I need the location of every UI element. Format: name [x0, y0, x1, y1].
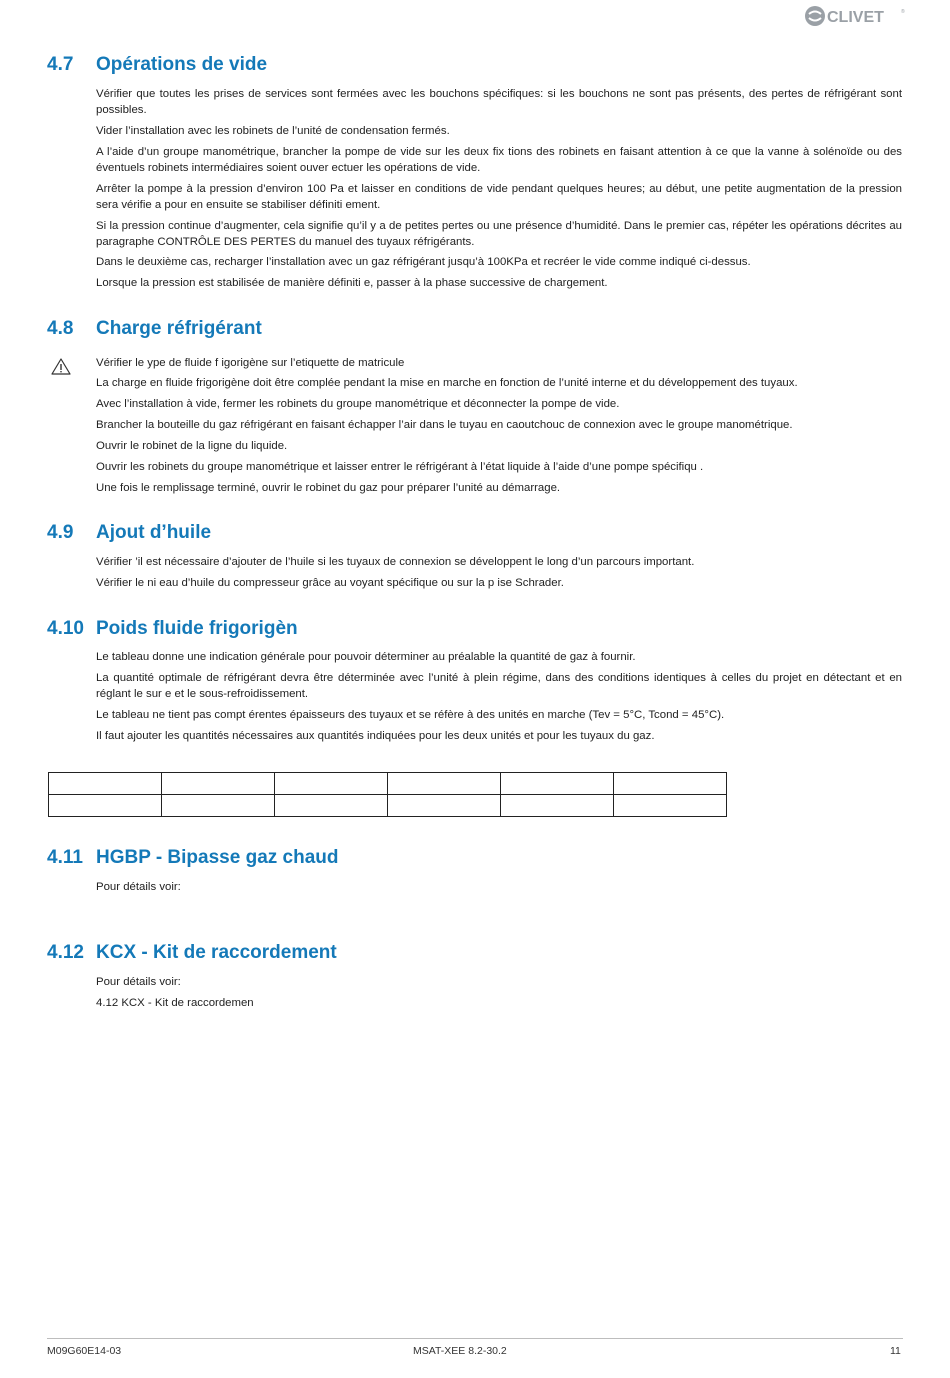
section-title: HGBP - Bipasse gaz chaud: [96, 847, 339, 868]
warning-triangle-icon: [51, 358, 71, 375]
table-cell: [162, 773, 275, 795]
table-cell: [614, 773, 727, 795]
footer-divider: [47, 1338, 903, 1339]
section-number: 4.10: [47, 618, 84, 639]
table-cell: [501, 773, 614, 795]
section-title: Ajout d’huile: [96, 522, 212, 543]
table-cell: [49, 773, 162, 795]
paragraph: Pour détails voir:: [96, 881, 181, 893]
section-number: 4.9: [47, 522, 74, 543]
section-number: 4.12: [47, 942, 84, 963]
paragraph: Le tableau donne une indication générale pour pouvoir déterminer au préalable la quantité de gaz à fournir.: [96, 651, 636, 663]
section-heading-4-8: [47, 318, 262, 340]
paragraph: Arrêter la pompe à la pression d’environ 100 Pa et laisser en conditions de vide pendant quelques heures; au début, une petite augmentation de la pression sera vérifie a pour en ensuite se stabiliser définiti ement.: [96, 183, 902, 211]
svg-text:®: ®: [901, 9, 905, 15]
table-cell: [614, 795, 727, 817]
paragraph: Vérifier le ype de fluide f igorigène sur l’etiquette de matricule: [96, 357, 405, 369]
paragraph: Le tableau ne tient pas compt érentes épaisseurs des tuyaux et se réfère à des unités en marche (Tev = 5°C, Tcond = 45°C).: [96, 709, 725, 721]
section-heading-4-12: [47, 942, 337, 964]
table-cell: [162, 795, 275, 817]
section-title: Poids fluide frigorigèn: [96, 618, 298, 639]
paragraph: Vérifier que toutes les prises de services sont fermées avec les bouchons spécifiques: si les bouchons ne sont pas présents, des pertes de réfrigérant sont possibles.: [96, 88, 902, 116]
footer-model: MSAT-XEE 8.2-30.2: [413, 1345, 507, 1357]
logo-text: CLIVET: [827, 9, 884, 26]
paragraph: La quantité optimale de réfrigérant devra être déterminée avec l’unité à plein régime, dans des conditions identiques à celles du projet en détectant et en réglant le sur e et le sous-refroidissement.: [96, 672, 902, 700]
section-heading-4-7: [47, 54, 267, 76]
paragraph: Il faut ajouter les quantités nécessaires aux quantités indiquées pour les deux unités et pour les tuyaux du gaz.: [96, 730, 655, 742]
paragraph: A l’aide d’un groupe manométrique, brancher la pompe de vide sur les deux fix tions des robinets en faisant attention à ce que la vanne à solénoïde ou des éventuels robinets intermédiaires soient ouver ectuer les opérations de vide.: [96, 146, 902, 174]
paragraph: La charge en fluide frigorigène doit être complée pendant la mise en marche en fonction de l’unité interne et du développement des tuyaux.: [96, 377, 798, 389]
table-cell: [275, 795, 388, 817]
section-number: 4.11: [47, 847, 83, 868]
paragraph: Vider l’installation avec les robinets de l’unité de condensation fermés.: [96, 125, 450, 137]
table-cell: [49, 795, 162, 817]
section-heading-4-10: [47, 618, 298, 640]
table-cell: [388, 795, 501, 817]
table-cell: [275, 773, 388, 795]
section-number: 4.8: [47, 318, 74, 339]
paragraph: Dans le deuxième cas, recharger l’installation avec un gaz réfrigérant jusqu’à 100KPa et recréer le vide comme indiqué ci-dessus.: [96, 256, 751, 268]
page-number: 11: [890, 1345, 901, 1357]
paragraph: Vérifier ’il est nécessaire d’ajouter de l’huile si les tuyaux de connexion se développent le long d’un parcours important.: [96, 556, 695, 568]
paragraph: Si la pression continue d’augmenter, cela signifie qu’il y a de petites pertes ou une présence d’humidité. Dans le premier cas, répéter les opérations décrites au paragraphe CONTRÔLE DES PERTES du manuel des tuyaux réfrigérants.: [96, 220, 902, 248]
section-title: Opérations de vide: [96, 54, 268, 75]
section-title: KCX - Kit de raccordement: [96, 942, 337, 963]
paragraph: Lorsque la pression est stabilisée de manière définiti e, passer à la phase successive de chargement.: [96, 277, 608, 289]
section-heading-4-9: [47, 522, 211, 544]
table-cell: [388, 773, 501, 795]
table-row: [49, 795, 727, 817]
section-heading-4-11: [47, 847, 339, 869]
cross-reference-link[interactable]: 4.12 KCX - Kit de raccordemen: [96, 997, 254, 1009]
paragraph: Pour détails voir:: [96, 976, 181, 988]
paragraph: Une fois le remplissage terminé, ouvrir le robinet du gaz pour préparer l’unité au démarrage.: [96, 482, 561, 494]
paragraph: Vérifier le ni eau d’huile du compresseur grâce au voyant spécifique ou sur la p ise Schrader.: [96, 577, 564, 589]
paragraph: Brancher la bouteille du gaz réfrigérant en faisant échapper l’air dans le tuyau en caoutchouc de connexion avec le groupe manométrique.: [96, 419, 793, 431]
clivet-logo: [804, 5, 906, 27]
refrigerant-table: [48, 772, 727, 817]
paragraph: Ouvrir les robinets du groupe manométrique et laisser entrer le réfrigérant à l’état liquide à l’aide d’une pompe spécifiqu .: [96, 461, 704, 473]
paragraph: Ouvrir le robinet de la ligne du liquide.: [96, 440, 288, 452]
table-cell: [501, 795, 614, 817]
footer-document-code: M09G60E14-03: [47, 1345, 122, 1357]
section-title: Charge réfrigérant: [96, 318, 262, 339]
section-number: 4.7: [47, 54, 74, 75]
paragraph: Avec l’installation à vide, fermer les robinets du groupe manométrique et déconnecter la pompe de vide.: [96, 398, 620, 410]
table-row: [49, 773, 727, 795]
